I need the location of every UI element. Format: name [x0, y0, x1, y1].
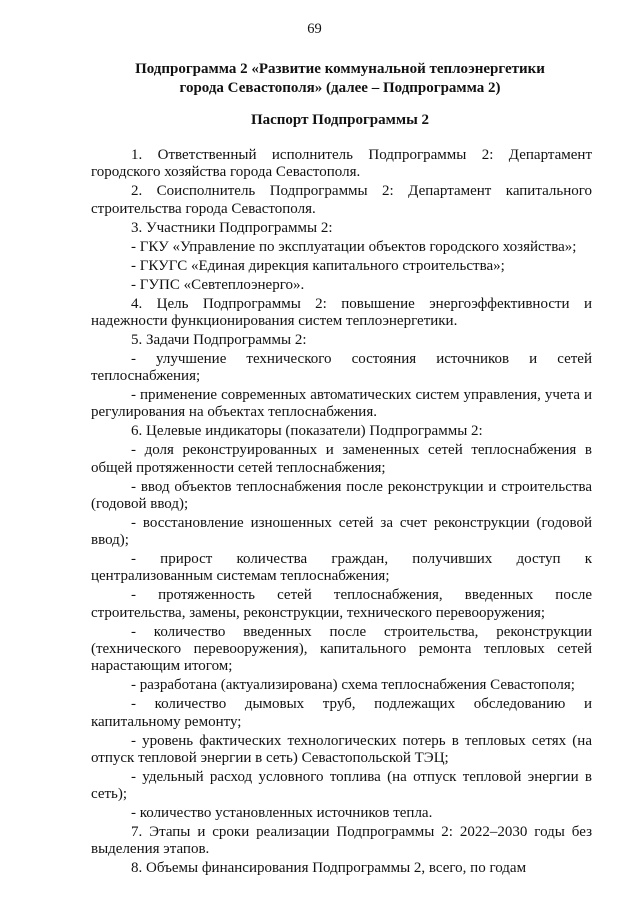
list-item-indicator: - протяженность сетей теплоснабжения, введенных после строительства, замены, реконструкции, технического перевооружения;	[91, 587, 592, 621]
page-number: 69	[307, 21, 322, 37]
paragraph-responsible-executor: 1. Ответственный исполнитель Подпрограммы 2: Департамент городского хозяйства города Севастополя.	[91, 147, 592, 181]
list-item-task: - улучшение технического состояния источников и сетей теплоснабжения;	[91, 350, 592, 385]
list-item-indicator: - количество дымовых труб, подлежащих обследованию и капитальному ремонту;	[91, 696, 592, 730]
paragraph-participants: 3. Участники Подпрограммы 2:	[131, 219, 333, 236]
list-item-indicator: - ввод объектов теплоснабжения после реконструкции и строительства (годовой ввод);	[91, 478, 592, 512]
list-item-indicator: - удельный расход условного топлива (на отпуск тепловой энергии в сеть);	[91, 768, 592, 803]
title-line-1: Подпрограмма 2 «Развитие коммунальной теплоэнергетики	[135, 61, 545, 77]
paragraph-goal: 4. Цель Подпрограммы 2: повышение энергоэффективности и надежности функционирования систем теплоэнергетики.	[91, 295, 592, 329]
list-item-indicator: - восстановление изношенных сетей за счет реконструкции (годовой ввод);	[91, 514, 592, 549]
list-item-task: - применение современных автоматических систем управления, учета и регулирования на объектах теплоснабжения.	[91, 387, 592, 421]
title-line-2: города Севастополя» (далее – Подпрограмма 2)	[179, 80, 501, 96]
paragraph-tasks: 5. Задачи Подпрограммы 2:	[131, 331, 307, 348]
list-item-indicator: - доля реконструированных и замененных сетей теплоснабжения в общей протяженности сетей теплоснабжения;	[91, 442, 592, 476]
list-item-participant: - ГКУ «Управление по эксплуатации объектов городского хозяйства»;	[131, 238, 577, 255]
passport-heading: Паспорт Подпрограммы 2	[250, 112, 430, 128]
list-item-indicator: - разработана (актуализирована) схема теплоснабжения Севастополя;	[131, 677, 575, 694]
list-item-indicator: - уровень фактических технологических потерь в тепловых сетях (на отпуск тепловой энергии в сеть) Севастопольской ТЭЦ;	[91, 732, 592, 766]
list-item-participant: - ГУПС «Севтеплоэнерго».	[131, 276, 305, 293]
paragraph-co-executor: 2. Соисполнитель Подпрограммы 2: Департамент капитального строительства города Севастополя.	[91, 183, 592, 217]
list-item-participant: - ГКУГС «Единая дирекция капитального строительства»;	[131, 257, 505, 274]
list-item-indicator: - количество установленных источников тепла.	[131, 805, 433, 822]
list-item-indicator: - количество введенных после строительства, реконструкции (технического перевооружения), капитального ремонта тепловых сетей нарастающим итогом;	[91, 623, 592, 675]
list-item-indicator: - прирост количества граждан, получивших доступ к централизованным системам теплоснабжения;	[91, 551, 592, 585]
subprogram-title	[90, 60, 590, 98]
paragraph-stages: 7. Этапы и сроки реализации Подпрограммы 2: 2022–2030 годы без выделения этапов.	[91, 824, 592, 858]
paragraph-indicators: 6. Целевые индикаторы (показатели) Подпрограммы 2:	[131, 423, 483, 440]
passport-body	[91, 147, 592, 878]
paragraph-financing: 8. Объемы финансирования Подпрограммы 2, всего, по годам	[131, 860, 527, 877]
